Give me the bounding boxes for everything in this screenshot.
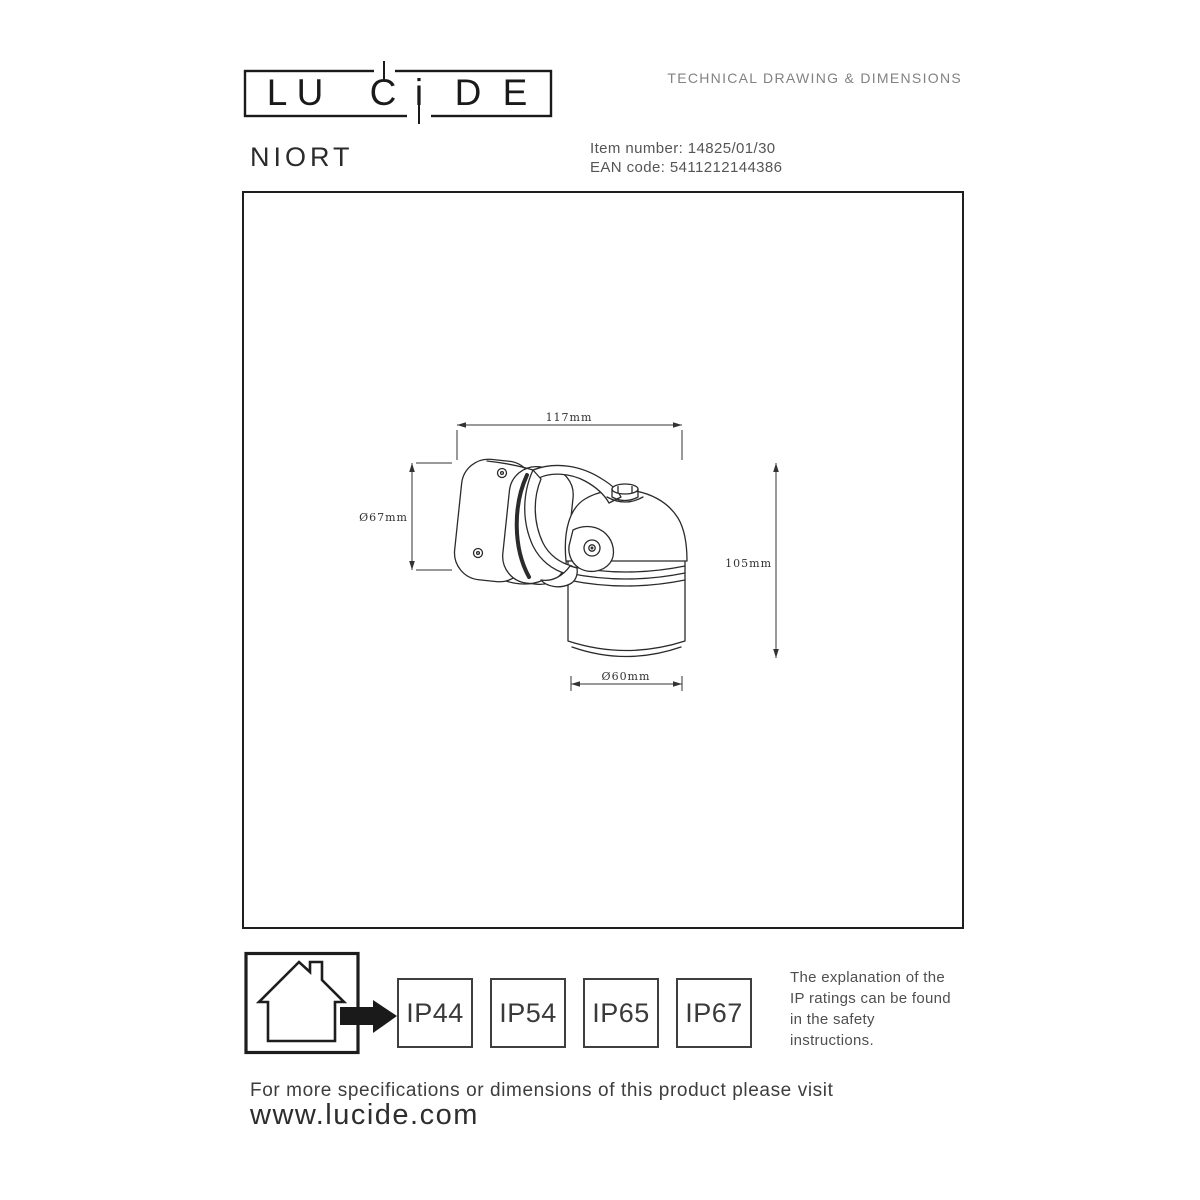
dim-height-label: 105mm xyxy=(725,557,772,570)
item-number: Item number: 14825/01/30 xyxy=(590,140,776,157)
ip-rating-ip44: IP44 xyxy=(397,978,473,1048)
logo-letter-l: L xyxy=(266,72,288,113)
doc-type-title: TECHNICAL DRAWING & DIMENSIONS xyxy=(667,70,962,86)
house-icon xyxy=(243,950,403,1056)
logo-letter-e: E xyxy=(502,72,528,113)
dim-mount-diameter-label: Ø67mm xyxy=(359,511,408,524)
ip-rating-ip54: IP54 xyxy=(490,978,566,1048)
logo-letter-c: C xyxy=(369,72,397,113)
ean-code: EAN code: 5411212144386 xyxy=(590,159,783,176)
visit-text: For more specifications or dimensions of this product please visit xyxy=(250,1080,834,1101)
ip-note: The explanation of the IP ratings can be found in the safety instructions. xyxy=(790,969,951,1049)
arrow-right-icon xyxy=(340,1000,397,1033)
house-outline xyxy=(259,962,344,1041)
ip-rating-ip67: IP67 xyxy=(676,978,752,1048)
ip-rating-ip65: IP65 xyxy=(583,978,659,1048)
logo-letter-i: i xyxy=(414,72,424,113)
lucide-logo xyxy=(240,54,560,132)
dim-body-diameter-label: Ø60mm xyxy=(601,670,651,683)
logo-letter-d: D xyxy=(454,72,482,113)
logo-letter-u: U xyxy=(296,72,324,113)
product-name: NIORT xyxy=(250,142,354,172)
website-link[interactable]: www.lucide.com xyxy=(250,1099,479,1131)
dim-width-label: 117mm xyxy=(545,411,593,424)
drawing-frame xyxy=(242,191,964,929)
item-info xyxy=(590,139,782,177)
